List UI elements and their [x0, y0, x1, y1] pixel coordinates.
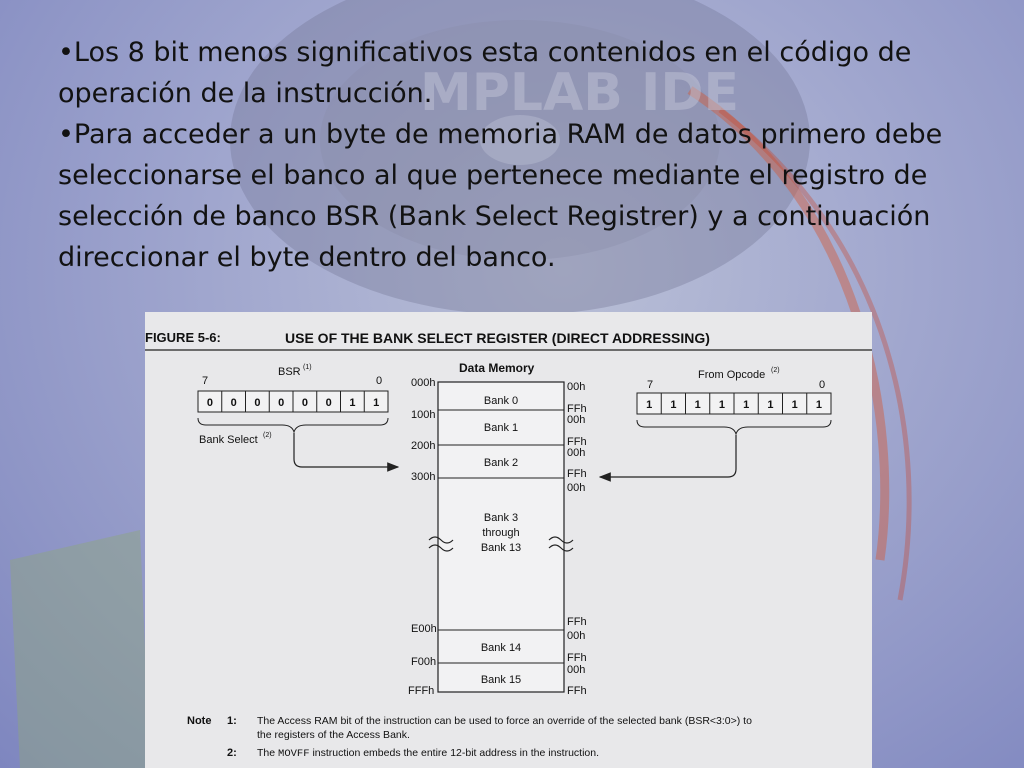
address-000h: 000h — [411, 377, 436, 389]
marker-00h-bank3: 00h — [567, 482, 586, 494]
note-1-line-2: the registers of the Access Bank. — [257, 729, 410, 741]
bank-through-label: through — [482, 527, 520, 539]
marker-ffh-bank2: FFh — [567, 468, 587, 480]
bsr-bit: 0 — [206, 397, 213, 409]
note-2-post: instruction embeds the entire 12-bit address in the instruction. — [309, 747, 600, 759]
bsr-sup: (1) — [303, 364, 312, 371]
marker-00h-bank2: 00h — [567, 447, 586, 459]
bsr-bit: 0 — [230, 397, 237, 409]
bsr-lsb: 0 — [376, 375, 383, 387]
bsr-bit: 0 — [301, 397, 308, 409]
bank-select-label: Bank Select — [199, 434, 258, 446]
bank-select-sup: (2) — [263, 432, 272, 439]
note-1-line-1: The Access RAM bit of the instruction can be used to force an override of the selected bank (BSR<3:0>) to — [257, 715, 752, 727]
opcode-label: From Opcode — [698, 369, 766, 381]
marker-00h-bank15: 00h — [567, 664, 586, 676]
marker-00h-bank14: 00h — [567, 630, 586, 642]
address-300h: 300h — [411, 471, 436, 483]
opcode-bit: 1 — [670, 399, 677, 411]
bank-select-arrow — [294, 433, 398, 467]
data-memory-title: Data Memory — [459, 361, 535, 375]
bank-1-label: Bank 1 — [483, 422, 519, 434]
bank-15-label: Bank 15 — [480, 674, 522, 686]
opcode-arrow — [600, 435, 736, 477]
opcode-bit: 1 — [815, 399, 822, 411]
opcode-bit: 1 — [718, 399, 725, 411]
bsr-bit: 0 — [325, 397, 332, 409]
note-1-number: 1: — [227, 715, 237, 727]
bsr-bit: 1 — [373, 397, 380, 409]
address-200h: 200h — [411, 440, 436, 452]
marker-ffh-bank15: FFh — [567, 685, 587, 697]
opcode-bit: 1 — [646, 399, 653, 411]
bsr-bit: 0 — [278, 397, 285, 409]
background-logo-text: MPLAB IDE — [420, 63, 740, 123]
marker-ffh-bank1: FFh — [567, 436, 587, 448]
address-fffh: FFFh — [408, 685, 435, 697]
address-e00h: E00h — [411, 623, 437, 635]
figure-bank-select — [145, 312, 872, 768]
marker-ffh-bank0: FFh — [567, 403, 587, 415]
bank-13-label: Bank 13 — [480, 542, 522, 554]
note-2-text — [257, 747, 599, 760]
bsr-bit: 1 — [349, 397, 356, 409]
marker-ffh-bank13: FFh — [567, 616, 587, 628]
opcode-brace — [637, 420, 831, 434]
bank-14-label: Bank 14 — [480, 642, 522, 654]
opcode-msb: 7 — [647, 379, 654, 391]
marker-00h-bank1: 00h — [567, 414, 586, 426]
bank-0-label: Bank 0 — [483, 395, 519, 407]
note-2-code: MOVFF — [278, 748, 310, 760]
marker-ffh-bank14: FFh — [567, 652, 587, 664]
figure-canvas — [145, 312, 872, 768]
bank-3-label: Bank 3 — [483, 512, 519, 524]
bank-2-label: Bank 2 — [483, 457, 519, 469]
note-2-pre: The — [257, 747, 279, 759]
bullet-2: •Para acceder a un byte de memoria RAM de datos primero debe seleccionarse el banco al que pertenece mediante el registro de selección de banco BSR (Bank Select Registrer) y a continuación direccionar el byte dentro del banco. — [58, 119, 943, 273]
bsr-bit: 0 — [254, 397, 261, 409]
slide-text — [58, 32, 958, 278]
bullet-1: •Los 8 bit menos significativos esta contenidos en el código de operación de la instrucción. — [58, 37, 912, 109]
opcode-bit: 1 — [694, 399, 701, 411]
opcode-sup: (2) — [771, 367, 780, 374]
note-2-number: 2: — [227, 747, 237, 759]
opcode-lsb: 0 — [819, 379, 826, 391]
figure-label: FIGURE 5-6: — [145, 330, 221, 345]
marker-00h-bank0: 00h — [567, 381, 586, 393]
note-heading: Note — [187, 715, 212, 727]
figure-title: USE OF THE BANK SELECT REGISTER (DIRECT ADDRESSING) — [285, 330, 710, 346]
opcode-bit: 1 — [791, 399, 798, 411]
address-100h: 100h — [411, 409, 436, 421]
bsr-msb: 7 — [202, 375, 209, 387]
address-f00h: F00h — [411, 656, 437, 668]
bsr-label: BSR — [278, 366, 301, 378]
opcode-bit: 1 — [767, 399, 774, 411]
opcode-bit: 1 — [743, 399, 750, 411]
bsr-brace — [198, 418, 388, 432]
